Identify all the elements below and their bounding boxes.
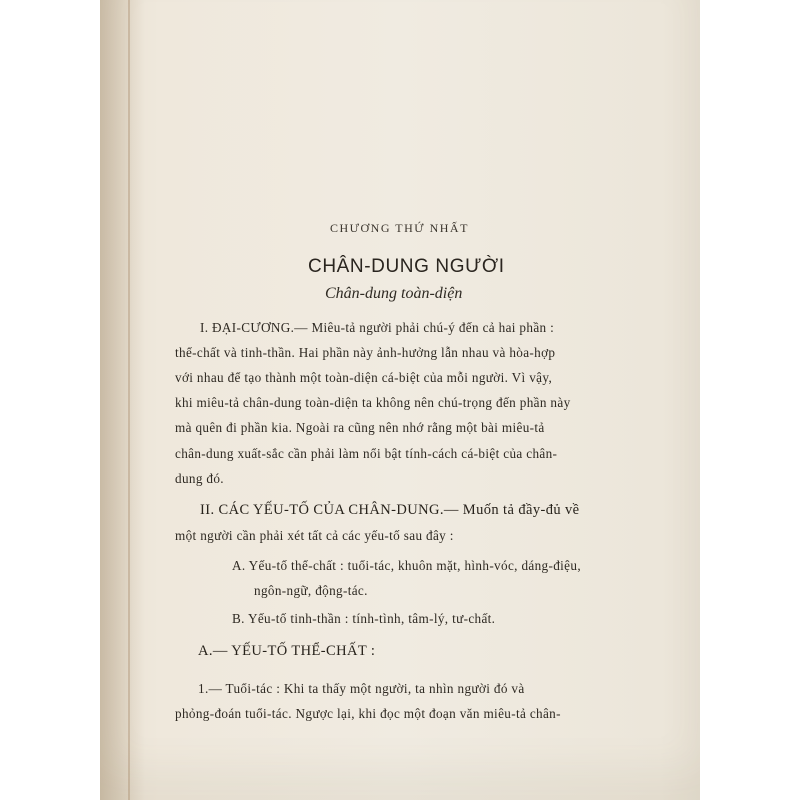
section1-line: khi miêu-tả chân-dung toàn-diện ta không nên chú-trọng đến phần này (175, 395, 571, 410)
chapter-title: CHÂN-DUNG NGƯỜI (308, 256, 505, 277)
section2-heading: II. CÁC YẾU-TỐ CỦA CHÂN-DUNG.— Muốn tả đầy-đủ về (200, 502, 580, 518)
section1-line: I. ĐẠI-CƯƠNG.— Miêu-tả người phải chú-ý đến cả hai phần : (200, 320, 555, 335)
page-fold-line (128, 0, 130, 800)
section2-line: một người cần phải xét tất cả các yếu-tố sau đây : (175, 528, 454, 543)
item-b-line: B. Yếu-tố tinh-thần : tính-tình, tâm-lý, tư-chất. (232, 611, 496, 626)
section-a-heading: A.— YẾU-TỐ THỂ-CHẤT : (198, 643, 376, 659)
item-a-line: A. Yếu-tố thể-chất : tuổi-tác, khuôn mặt, hình-vóc, dáng-điệu, (232, 558, 581, 573)
chapter-label: CHƯƠNG THỨ NHẤT (330, 221, 469, 235)
section-a-line: 1.— Tuổi-tác : Khi ta thấy một người, ta nhìn người đó và (198, 681, 525, 696)
item-a-line: ngôn-ngữ, động-tác. (254, 583, 368, 598)
background-right (700, 0, 800, 800)
section1-line: với nhau để tạo thành một toàn-diện cá-biệt của mỗi người. Vì vậy, (175, 370, 553, 385)
section-a-line: phỏng-đoán tuổi-tác. Ngược lại, khi đọc một đoạn văn miêu-tả chân- (175, 706, 561, 721)
section1-line: dung đó. (175, 471, 224, 486)
background-left (0, 0, 100, 800)
section1-line: thể-chất và tinh-thần. Hai phần này ảnh-hưởng lẫn nhau và hòa-hợp (175, 345, 556, 360)
chapter-subtitle: Chân-dung toàn-diện (325, 285, 463, 302)
page-binding-shadow (100, 0, 145, 800)
section1-line: chân-dung xuất-sắc cần phải làm nổi bật tính-cách cá-biệt của chân- (175, 446, 558, 461)
section1-line: mà quên đi phần kia. Ngoài ra cũng nên nhớ rằng một bài miêu-tả (175, 420, 545, 435)
